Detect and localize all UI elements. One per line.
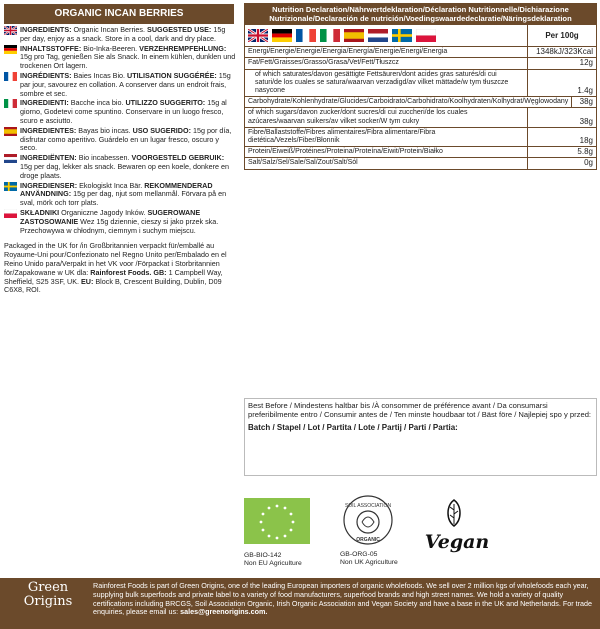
- certifications: [244, 494, 544, 567]
- flag-it-icon: [4, 99, 17, 108]
- vegan-cert: [424, 498, 490, 563]
- nutrient-value: 1348kJ/323Kcal: [527, 47, 596, 57]
- packaged-segment: Block B, Crescent Building, Dublin, D09 C6X8, ROI.: [4, 276, 222, 295]
- nutrition-row: [245, 147, 596, 158]
- nutrient-value: 12g: [527, 58, 596, 68]
- vegan-text: Vegan: [424, 531, 490, 553]
- footer-segment: Rainforest Foods is part of Green Origins, one of the leading European importers of organic wholefoods. We sell over 2 million kgs of wholefoods each year, supplying bulk superfoods and private label to a variety of food manufacturers, superfood brands and high street names. We hold a variety of quality certifications including BRCGS, Soil Association Organic, Irish Organic Association and Vegan Society and have a base in the UK and Netherlands. For trade enquiries, please email us:: [93, 581, 593, 617]
- green-origins-logo: [6, 581, 90, 625]
- eu-organic-cert: [244, 498, 310, 567]
- ingredients-segment: Organiczne Jagody Inków.: [59, 207, 148, 217]
- nutrient-value: 0g: [527, 158, 596, 168]
- ingredients-segment: USO SUGERIDO:: [132, 125, 191, 135]
- logo-line2: Origins: [23, 594, 73, 609]
- ingredients-segment: SUGEROWANE ZASTOSOWANIE: [20, 207, 201, 226]
- nutrient-label: Energi/Energie/Energie/Energia/Energía/Energie/Energi/Energia: [248, 48, 448, 56]
- ingredients-segment: SKŁADNIKI: [20, 207, 60, 217]
- ingredients-text: [20, 99, 236, 125]
- ingredients-segment: INGREDIENTES:: [20, 125, 77, 135]
- ingredients-segment: 15g per day, enjoy as a snack. Store in a cool, dark and dry place.: [20, 25, 226, 43]
- ingredients-segment: 15g per dag, njut som mellanmål. Förvara på en sval, mörk och torr plats.: [20, 189, 227, 208]
- ingredients-column: [4, 26, 236, 295]
- ingredients-segment: UTILIZZO SUGGERITO:: [125, 98, 206, 108]
- nutrient-label: Salt/Salz/Sel/Sale/Sal/Zout/Salt/Sól: [248, 159, 358, 167]
- nutrition-flag-pl-icon: [416, 29, 436, 42]
- ingredients-segment: Bacche inca bio.: [68, 98, 126, 108]
- ingredients-segment: VOORGESTELD GEBRUIK:: [131, 153, 225, 163]
- flag-de-icon: [4, 45, 17, 54]
- nutrient-label: Fat/Fett/Graisses/Grasso/Grasa/Vet/Fett/Tłuszcz: [248, 59, 399, 67]
- ingredients-segment: Organic Incan Berries.: [71, 25, 148, 34]
- nutrition-flag-nl-icon: [368, 29, 388, 42]
- flag-pl-icon: [4, 209, 17, 218]
- batch-text: Batch / Stapel / Lot / Partita / Lote / Partij / Parti / Partia:: [248, 423, 458, 432]
- nutrition-row: [245, 47, 596, 58]
- best-before-box: [244, 398, 597, 476]
- flag-se-icon: [4, 182, 17, 191]
- soil-association-logo-icon: [340, 494, 396, 546]
- ingredients-se: [4, 182, 236, 208]
- nutrition-flag-es-icon: [344, 29, 364, 42]
- ingredients-segment: 15g al giorno, Godetevi come spuntino. Conservare in un luogo fresco, scuro e asciutto.: [20, 98, 227, 125]
- packaged-segment: 1 Campbell Way, Sheffield, S25 3SF, UK.: [4, 267, 223, 286]
- nutrient-value: 38g: [527, 108, 596, 126]
- ingredients-segment: 15g per dag, lekker als snack. Bewaren op een koele, donkere en droge plaats.: [20, 161, 229, 180]
- ingredients-segment: Bio-Inka-Beeren.: [81, 43, 140, 53]
- nutrition-flag-fr-icon: [296, 29, 316, 42]
- ingredients-segment: INGREDIENTI:: [20, 98, 69, 108]
- footer-segment: sales@greenorigins.com.: [180, 607, 268, 617]
- soil-association-cert: [340, 494, 410, 566]
- nutrient-label: of which sugars/davon zucker/dont sucres/di cui zuccheri/de los cuales azúcares/waarvan suikers/av vilket socker/W tym cukry: [248, 109, 468, 125]
- ingredients-segment: Bayas bio incas.: [76, 125, 133, 135]
- ingredients-nl: [4, 154, 236, 180]
- nutrient-label: Protein/Eiweiß/Protéines/Proteina/Proteína/Eiwit/Protein/Białko: [248, 148, 443, 156]
- ingredients-segment: REKOMMENDERAD ANVÄNDNING:: [20, 180, 213, 199]
- nutrient-value: 18g: [527, 128, 596, 146]
- logo-line1: Green: [27, 580, 69, 595]
- flag-uk-icon: [4, 26, 17, 35]
- nutrition-row: [245, 70, 596, 98]
- flag-nl-icon: [4, 154, 17, 163]
- ingredients-de: [4, 45, 236, 71]
- ingredients-text: [20, 182, 236, 208]
- eu-organic-leaf-icon: [244, 498, 310, 544]
- best-before-text: Best Before / Mindestens haltbar bis /À consommer de préférence avant / Da consumarsi preferibilmente entro / Consumir antes de / Ten minste houdbaar tot / Bäst före / Najlepiej spo y przed:: [248, 401, 592, 419]
- packaged-segment: Packaged in the UK for /in Großbritannien verpackt für/emballé au Royaume-Uni pour/Confezionato nel Regno Unito per/Embalado en el Reino Unido para/Verpakt in het VK voor /Förpackat i Storbritannien för/Zapakowane w UK dla:: [4, 241, 227, 277]
- footer: [0, 578, 600, 629]
- ingredients-text: [20, 209, 236, 235]
- nutrition-flag-it-icon: [320, 29, 340, 42]
- ingredients-text: [20, 154, 236, 180]
- per-100g-header: Per 100g: [527, 25, 596, 47]
- nutrition-table: [244, 3, 597, 170]
- nutrition-heading: Nutrition Declaration/Nährwertdeklaration/Déclaration Nutritionnelle/Dichiarazione Nutrizionale/Declaración de nutrición/Voedingswaardedeclaratie/Näringsdeklaration: [245, 4, 596, 25]
- nutrient-label: Fibre/Ballaststoffe/Fibres alimentaires/Fibra alimentare/Fibra dietética/Vezels/Fiber/Błonnik: [248, 128, 436, 145]
- nutrition-flag-se-icon: [392, 29, 412, 42]
- soil-top-text: SOIL ASSOCIATION: [344, 503, 392, 509]
- ingredients-segment: Wez 15g dziennie, cieszy si jako przek ska. Przechowywa w chłodnym, ciemnym i suchym miejscu.: [20, 216, 219, 235]
- packaged-segment: Rainforest Foods. GB:: [90, 267, 167, 277]
- ingredients-text: [20, 127, 236, 153]
- flag-fr-icon: [4, 72, 17, 81]
- ingredients-segment: INGREDIENSER:: [20, 180, 78, 190]
- nutrition-row: [245, 128, 596, 147]
- product-title: ORGANIC INCAN BERRIES: [4, 4, 234, 24]
- nutrition-flag-uk-icon: [248, 29, 268, 42]
- ingredients-segment: SUGGESTED USE:: [147, 25, 212, 34]
- ingredients-segment: INGRÉDIENTS:: [20, 70, 72, 80]
- ingredients-segment: 15g pro Tag, genießen Sie als Snack. In einem kühlen, dunklen und trockenen Ort lagern.: [20, 52, 236, 71]
- ingredients-segment: INGREDIËNTEN:: [20, 153, 77, 163]
- nutrition-row: [245, 108, 596, 127]
- ingredients-fr: [4, 72, 236, 98]
- vegan-logo-icon: [424, 498, 490, 558]
- nutrient-value: 1.4g: [527, 70, 596, 97]
- nutrition-row: [245, 158, 596, 168]
- soil-mid-text: ORGANIC: [356, 537, 380, 543]
- packaged-segment: EU:: [80, 276, 94, 286]
- nutrient-label: Carbohydrate/Kohlenhydrate/Glucides/Carboidrato/Carbohidrato/Koolhydraten/Kolhydrat/Węglowodany: [248, 98, 569, 106]
- ingredients-segment: INHALTSSTOFFE:: [20, 43, 82, 53]
- nutrient-label: of which saturates/davon gesättigte Fettsäuren/dont acides gras saturés/di cui saturi/de los cuales se satura/waarvan verzadigd/av vilket mättade/w tym tłuszcze nasycone: [255, 70, 509, 94]
- ingredients-segment: 15g par jour, savourez en collation. A conserver dans un endroit frais, sombre et sec.: [20, 70, 231, 98]
- ingredients-pl: [4, 209, 236, 235]
- ingredients-segment: VERZEHREMPFEHLUNG:: [139, 43, 227, 53]
- ingredients-segment: UTILISATION SUGGÉRÉE:: [127, 70, 217, 80]
- nutrition-row: [245, 58, 596, 69]
- ingredients-text: [20, 72, 236, 98]
- ingredients-segment: Baies Incas Bio.: [71, 70, 128, 80]
- eu-cert-caption: GB-BIO-142 Non EU Agriculture: [244, 552, 302, 567]
- ingredients-segment: Bio incabessen.: [76, 153, 132, 163]
- nutrition-flags-row: [245, 25, 596, 47]
- ingredients-segment: 15g por día, disfrutar como aperitivo. Guárdelo en un lugar fresco, oscuro y seco.: [20, 125, 232, 153]
- nutrient-value: 5.8g: [527, 147, 596, 157]
- ingredients-it: [4, 99, 236, 125]
- nutrition-flag-de-icon: [272, 29, 292, 42]
- ingredients-es: [4, 127, 236, 153]
- ingredients-segment: INGREDIENTS:: [20, 25, 72, 34]
- nutrient-value: 38g: [571, 97, 596, 107]
- ingredients-text: [20, 45, 236, 71]
- footer-text: [93, 582, 597, 617]
- ingredients-text: [20, 26, 236, 44]
- soil-cert-caption: GB-ORG-05 Non UK Agriculture: [340, 551, 398, 566]
- nutrition-row: [245, 97, 596, 108]
- ingredients-uk: [4, 26, 236, 44]
- ingredients-segment: Ekologiskt Inca Bär.: [77, 180, 145, 190]
- packaged-info: [4, 242, 236, 295]
- flag-es-icon: [4, 127, 17, 136]
